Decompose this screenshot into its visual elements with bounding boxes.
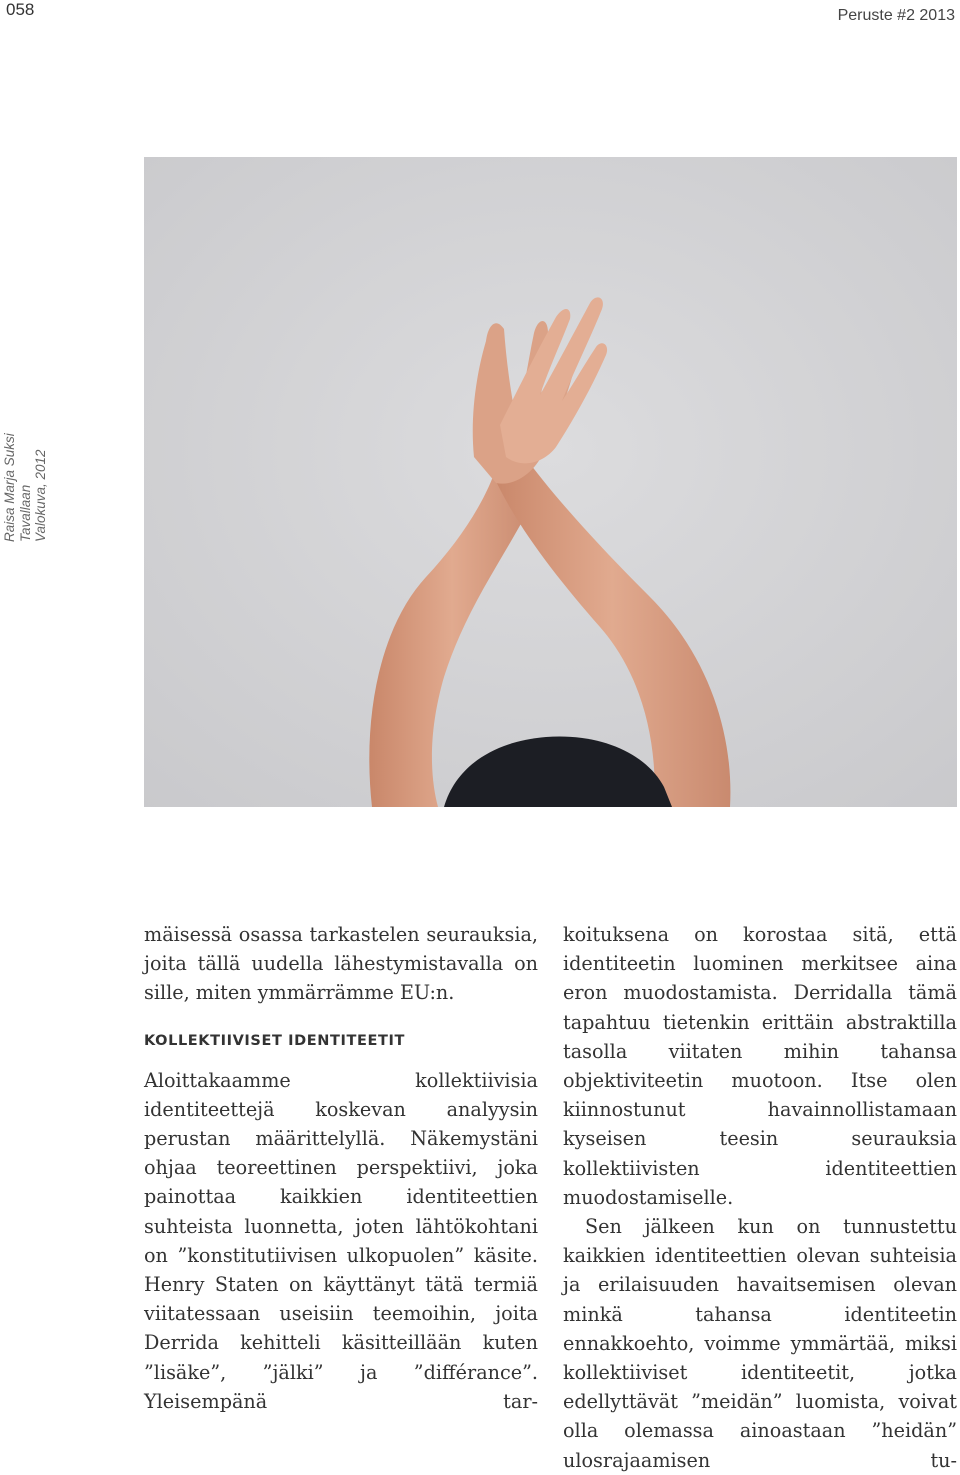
text-column-left (144, 920, 538, 1416)
caption-artist: Raisa Marja Suksi (2, 433, 17, 542)
body-paragraph: koituksena on korostaa sitä, että identiteetin luominen merkitsee aina eron muodostamista. Derridalla tämä tapahtuu tietenkin erittäin abstraktilla tasolla viitaten mihin tahansa objektiviteetin muotoon. Itse olen kiinnostunut havainnollistamaan kyseisen teesin seurauksia kollektiivisten identiteettien muodostamiselle. (563, 923, 957, 1209)
body-paragraph: Sen jälkeen kun on tunnustettu kaikkien identiteettien olevan suhteisia ja erilaisuuden havaitsemisen olevan minkä tahansa identiteetin ennakkoehto, voimme ymmärtää, miksi kollektiiviset identiteetit, jotka edellyttävät ”meidän” luomista, voivat olla olemassa ainoastaan ”heidän” ulosrajaamisen tu- (563, 1215, 957, 1472)
artwork-photo (144, 157, 957, 807)
body-paragraph: Aloittakaamme kollektiivisia identiteettejä koskevan analyysin perustan määrittelyllä. Näkemystäni ohjaa teoreettinen perspektiivi, joka painottaa kaikkien identiteettien suhteista luonnetta, joten lähtökohtani on ”konstitutiivisen ulkopuolen” käsite. Henry Staten on käyttänyt tätä termiä viitatessaan useisiin teemoihin, joita Derrida kehitteli käsitteillään kuten ”lisäke”, ”jälki” ja ”différance”. Yleisempänä tar- (144, 1068, 538, 1413)
photo-wall (144, 157, 957, 807)
text-column-right (563, 920, 957, 1475)
caption-medium-year: Valokuva, 2012 (33, 449, 48, 542)
journal-issue: Peruste #2 2013 (837, 7, 955, 24)
page-number: 058 (6, 0, 35, 19)
caption-title: Tavallaan (17, 484, 33, 542)
photo-caption (2, 122, 49, 542)
section-heading: KOLLEKTIIVISET IDENTITEETIT (144, 1032, 405, 1049)
intro-paragraph: mäisessä osassa tarkastelen seurauksia, joita tällä uudella lähestymistavalla on sille, miten ymmärrämme EU:n. (144, 923, 538, 1005)
